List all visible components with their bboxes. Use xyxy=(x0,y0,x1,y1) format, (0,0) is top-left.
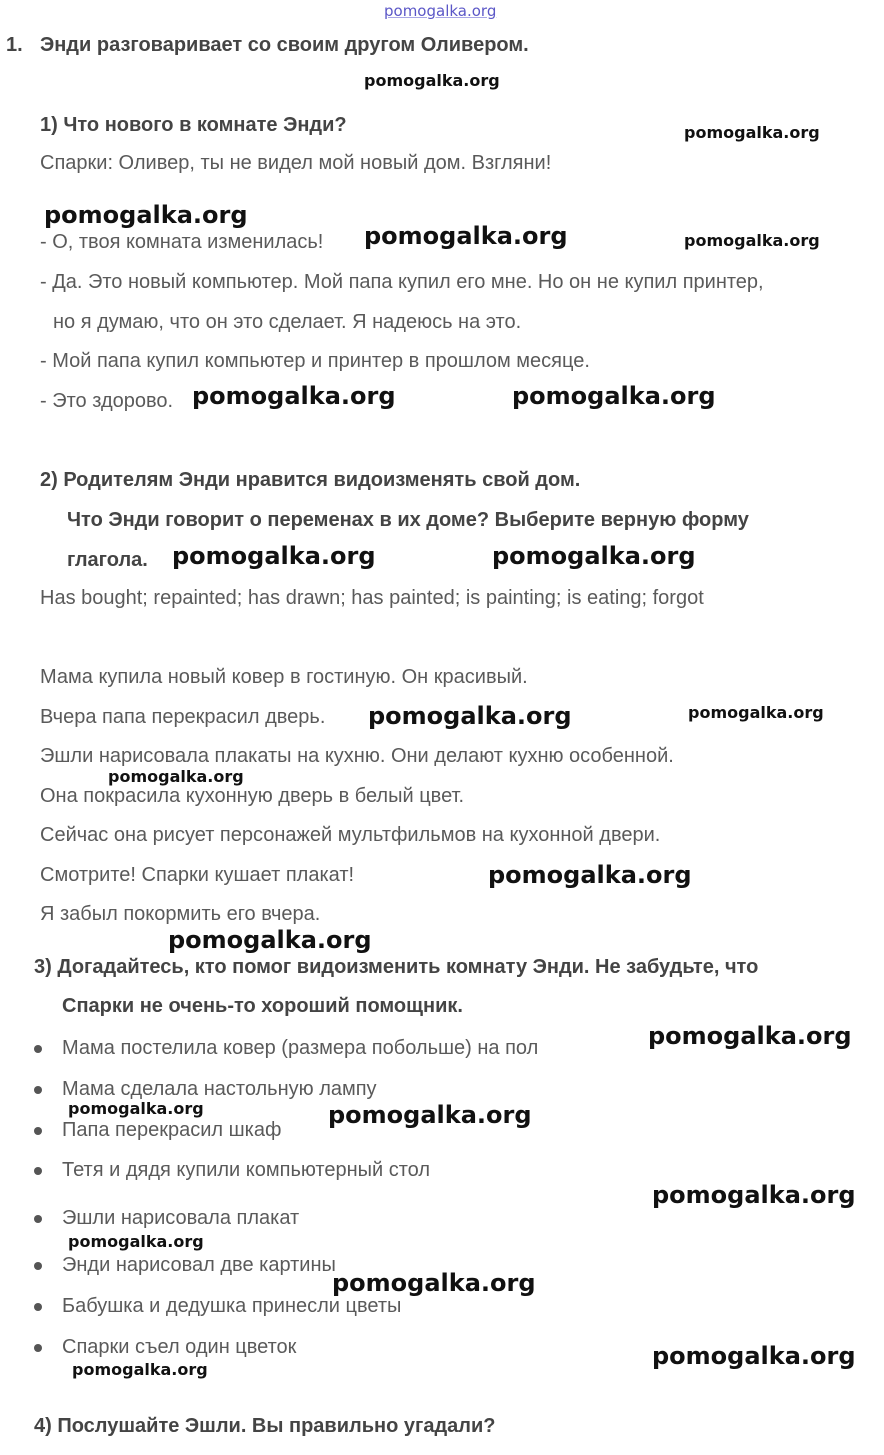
watermark: pomogalka.org xyxy=(492,542,696,570)
dialogue-line: - Это здорово. xyxy=(40,390,174,412)
verb-options: Has bought; repainted; has drawn; has painted; is painting; is eating; forgot xyxy=(40,587,704,609)
task-number: 1. xyxy=(6,34,23,56)
section2-heading-cont: глагола. xyxy=(67,549,148,571)
list-item: Мама постелила ковер (размера побольше) на пол xyxy=(62,1037,539,1059)
section3-heading-cont: Спарки не очень-то хороший помощник. xyxy=(62,995,463,1017)
sentence: Я забыл покормить его вчера. xyxy=(40,903,321,925)
watermark: pomogalka.org xyxy=(688,703,824,722)
sentence: Мама купила новый ковер в гостиную. Он красивый. xyxy=(40,666,528,688)
bullet xyxy=(34,1215,42,1223)
watermark: pomogalka.org xyxy=(68,1099,204,1118)
dialogue-line: - О, твоя комната изменилась! xyxy=(40,231,324,253)
watermark: pomogalka.org xyxy=(652,1181,856,1209)
list-item: Эшли нарисовала плакат xyxy=(62,1207,300,1229)
sentence: Сейчас она рисует персонажей мультфильмов на кухонной двери. xyxy=(40,824,661,846)
watermark: pomogalka.org xyxy=(332,1269,536,1297)
task-title: Энди разговаривает со своим другом Оливером. xyxy=(40,34,529,56)
sentence: Она покрасила кухонную дверь в белый цвет. xyxy=(40,785,465,807)
watermark: pomogalka.org xyxy=(364,71,500,90)
watermark: pomogalka.org xyxy=(512,382,716,410)
dialogue-line: но я думаю, что он это сделает. Я надеюсь на это. xyxy=(53,311,522,333)
watermark: pomogalka.org xyxy=(368,702,572,730)
bullet xyxy=(34,1086,42,1094)
section2-heading: 2) Родителям Энди нравится видоизменять свой дом. xyxy=(40,469,581,491)
section1-heading: 1) Что нового в комнате Энди? xyxy=(40,114,347,136)
bullet xyxy=(34,1262,42,1270)
watermark: pomogalka.org xyxy=(192,382,396,410)
watermark: pomogalka.org xyxy=(108,767,244,786)
sentence: Смотрите! Спарки кушает плакат! xyxy=(40,864,355,886)
bullet xyxy=(34,1167,42,1175)
section3-heading: 3) Догадайтесь, кто помог видоизменить комнату Энди. Не забудьте, что xyxy=(34,956,759,978)
dialogue-line: - Мой папа купил компьютер и принтер в прошлом месяце. xyxy=(40,350,590,372)
watermark: pomogalka.org xyxy=(72,1360,208,1379)
bullet xyxy=(34,1344,42,1352)
watermark: pomogalka.org xyxy=(364,222,568,250)
watermark: pomogalka.org xyxy=(648,1022,852,1050)
list-item: Бабушка и дедушка принесли цветы xyxy=(62,1295,402,1317)
bullet xyxy=(34,1127,42,1135)
bullet xyxy=(34,1045,42,1053)
watermark: pomogalka.org xyxy=(328,1101,532,1129)
watermark: pomogalka.org xyxy=(684,123,820,142)
watermark: pomogalka.org xyxy=(684,231,820,250)
list-item: Тетя и дядя купили компьютерный стол xyxy=(62,1159,431,1181)
bullet xyxy=(34,1303,42,1311)
list-item: Папа перекрасил шкаф xyxy=(62,1119,282,1141)
watermark: pomogalka.org xyxy=(488,861,692,889)
watermark-top: pomogalka.org xyxy=(384,2,497,20)
watermark: pomogalka.org xyxy=(44,201,248,229)
sentence: Вчера папа перекрасил дверь. xyxy=(40,706,326,728)
list-item: Энди нарисовал две картины xyxy=(62,1254,336,1276)
section2-heading-cont: Что Энди говорит о переменах в их доме? Выберите верную форму xyxy=(67,509,749,531)
watermark: pomogalka.org xyxy=(68,1232,204,1251)
watermark: pomogalka.org xyxy=(652,1342,856,1370)
sentence: Эшли нарисовала плакаты на кухню. Они делают кухню особенной. xyxy=(40,745,674,767)
watermark: pomogalka.org xyxy=(168,926,372,954)
list-item: Спарки съел один цветок xyxy=(62,1336,297,1358)
section4-heading: 4) Послушайте Эшли. Вы правильно угадали? xyxy=(34,1415,496,1437)
watermark: pomogalka.org xyxy=(172,542,376,570)
list-item: Мама сделала настольную лампу xyxy=(62,1078,377,1100)
dialogue-line: Спарки: Оливер, ты не видел мой новый дом. Взгляни! xyxy=(40,152,552,174)
dialogue-line: - Да. Это новый компьютер. Мой папа купил его мне. Но он не купил принтер, xyxy=(40,271,764,293)
